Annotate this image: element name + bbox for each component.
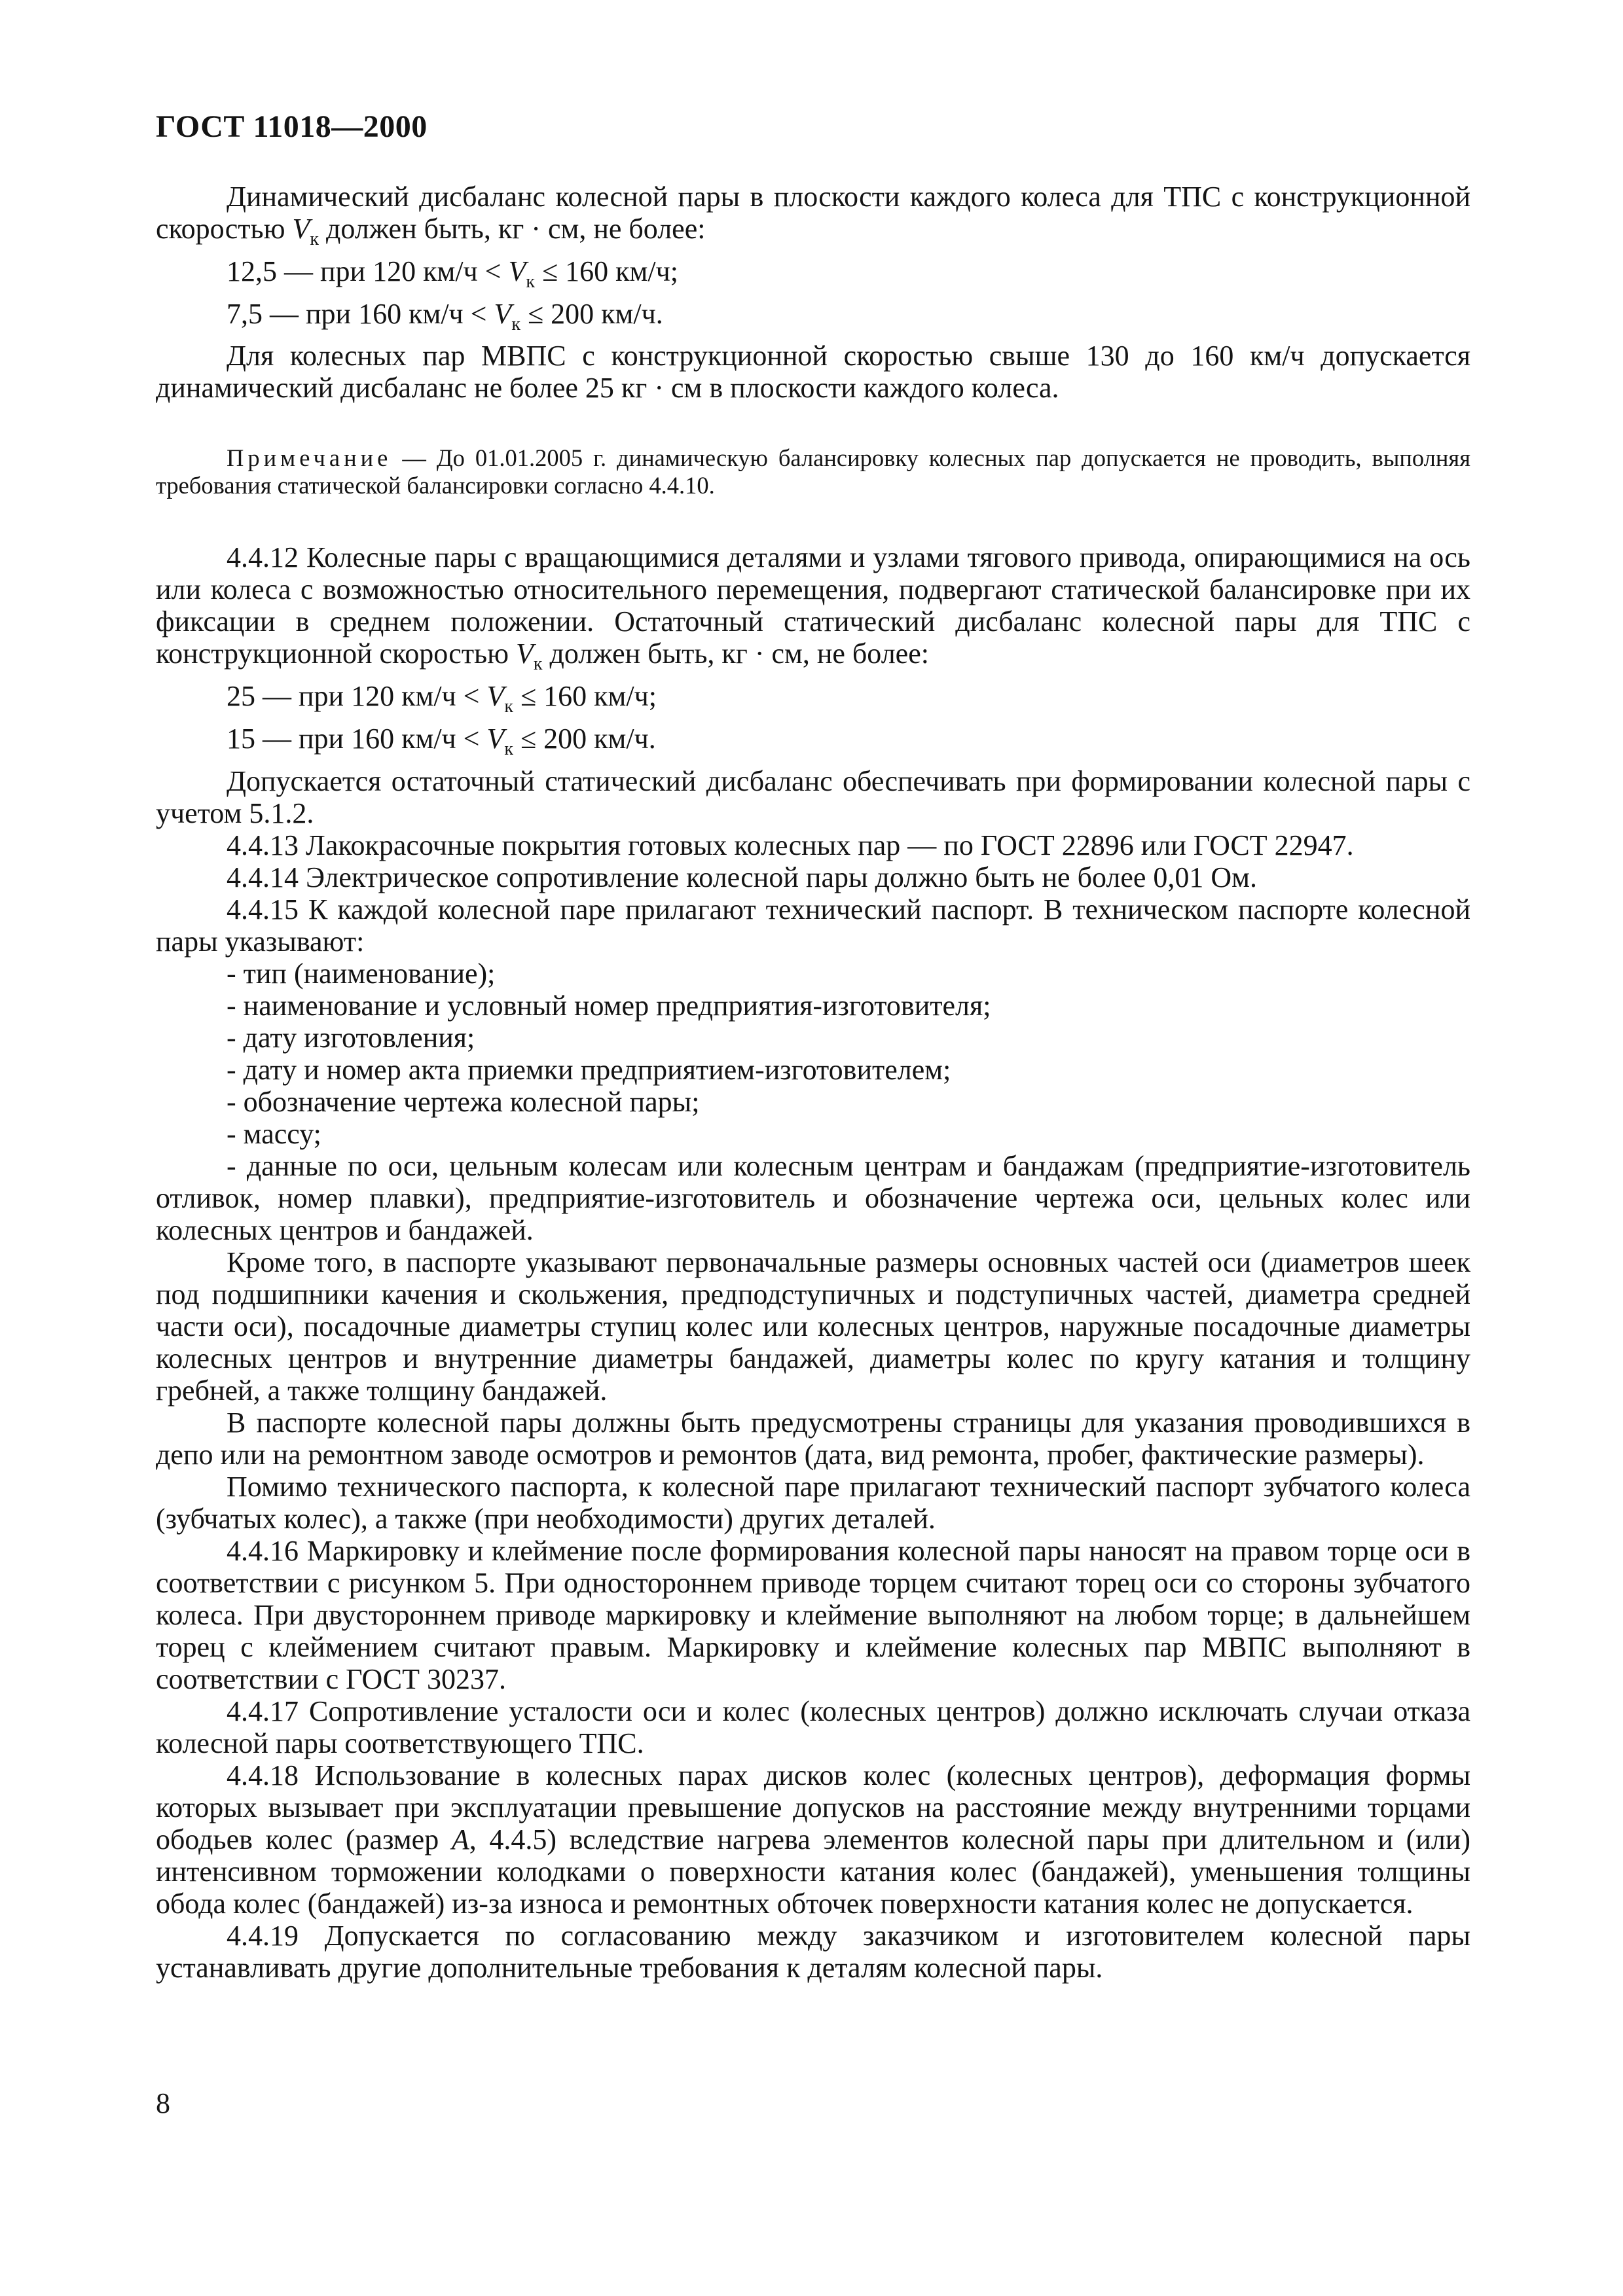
speed-symbol: $V_к$ [508,255,535,292]
dimension-symbol: А [451,1823,469,1856]
section-4-4-18: 4.4.18 Использование в колесных парах дисков колес (колесных центров), деформация формы которых вызывает при эксплуатации превышение допусков на расстояние между внутренними торцами ободьев колес (размер А, 4.4.5) вследствие нагрева элементов колесной пары при длительном и (или) интенсивном торможении колодками о поверхности катания колес (бандажей), уменьшения толщины обода колес (бандажей) из-за износа и ремонтных обточек поверхности катания колес не допускается. [156,1759,1470,1920]
document-body [156,181,1470,1984]
speed-symbol: $V_к$ [494,297,520,334]
note-paragraph: Примечание — До 01.01.2005 г. динамическую балансировку колесных пар допускается не проводить, выполняя требования статической балансировки согласно 4.4.10. [156,444,1470,499]
speed-symbol: $V_к$ [292,213,319,249]
list-item: - тип (наименование); [227,957,496,990]
section-4-4-14: 4.4.14 Электрическое сопротивление колесной пары должно быть не более 0,01 Ом. [227,861,1258,893]
section-4-4-13: 4.4.13 Лакокрасочные покрытия готовых колесных пар — по ГОСТ 22896 или ГОСТ 22947. [227,829,1354,861]
section-4-4-17: 4.4.17 Сопротивление усталости оси и колес (колесных центров) должно исключать случаи отказа колесной пары соответствующего ТПС. [156,1695,1470,1759]
passport-dimensions-paragraph: Кроме того, в паспорте указывают первоначальные размеры основных частей оси (диаметров шеек под подшипники качения и скольжения, предподступичных и подступичных частей, диаметра средней части оси), посадочные диаметры ступиц колес или колесных центров, наружные посадочные диаметры колесных центров и внутренние диаметры бандажей, диаметры колес по кругу катания и толщину гребней, а также толщину бандажей. [156,1246,1470,1407]
gear-passport-paragraph: Помимо технического паспорта, к колесной паре прилагают технический паспорт зубчатого колеса (зубчатых колес), а также (при необходимости) других деталей. [156,1470,1470,1535]
note-label: Примечание [227,444,392,472]
list-item: - дату и номер акта приемки предприятием-изготовителем; [227,1053,951,1086]
imbalance-limit-line: 7,5 — при 160 $км/ч < V_к \le 200$ км/ч. [227,297,663,334]
list-item: - обозначение чертежа колесной пары; [227,1085,700,1118]
section-4-4-15: 4.4.15 К каждой колесной паре прилагают технический паспорт. В техническом паспорте колесной пары указывают: [156,893,1470,958]
page-number: 8 [156,2087,170,2119]
imbalance-limit-line: 25 — при 120 $км/ч < V_к \le 160$ км/ч; [227,680,657,717]
list-item: - наименование и условный номер предприятия-изготовителя; [227,989,991,1022]
list-item: - данные по оси, цельным колесам или колесным центрам и бандажам (предприятие-изготовитель отливок, номер плавки), предприятие-изготовитель и обозначение чертежа оси, цельных колес или колесных центров и бандажей. [156,1149,1470,1246]
dynamic-imbalance-paragraph: Динамический дисбаланс колесной пары в плоскости каждого колеса для ТПС с конструкционной скоростью $V_к$ должен быть, кг · см, не более: [156,181,1470,249]
imbalance-limit-line: 12,5 — при 120 $км/ч < V_к \le 160$ км/ч; [227,255,678,292]
passport-pages-paragraph: В паспорте колесной пары должны быть предусмотрены страницы для указания проводившихся в депо или на ремонтном заводе осмотров и ремонтов (дата, вид ремонта, пробег, фактические размеры). [156,1406,1470,1471]
mvps-paragraph: Для колесных пар МВПС с конструкционной скоростью свыше 130 до 160 км/ч допускается динамический дисбаланс не более 25 кг · см в плоскости каждого колеса. [156,340,1470,404]
residual-imbalance-paragraph: Допускается остаточный статический дисбаланс обеспечивать при формировании колесной пары с учетом 5.1.2. [156,764,1470,829]
section-4-4-19: 4.4.19 Допускается по согласованию между заказчиком и изготовителем колесной пары устанавливать другие дополнительные требования к деталям колесной пары. [156,1919,1470,1984]
section-4-4-16: 4.4.16 Маркировку и клеймение после формирования колесной пары наносят на правом торце оси в соответствии с рисунком 5. При одностороннем приводе торцем считают торец оси со стороны зубчатого колеса. При двустороннем приводе маркировку и клеймение выполняют на любом торце; в дальнейшем торец с клеймением считают правым. Маркировку и клеймение колесных пар МВПС выполняют в соответствии с ГОСТ 30237. [156,1534,1470,1695]
speed-symbol: $V_к$ [486,680,513,717]
list-item: - дату изготовления; [227,1021,475,1054]
document-header: ГОСТ 11018—2000 [156,109,428,144]
speed-symbol: $V_к$ [486,722,513,759]
speed-symbol: $V_к$ [515,637,543,675]
list-item: - массу; [227,1117,321,1150]
imbalance-limit-line: 15 — при 160 $км/ч < V_к \le 200$ км/ч. [227,722,656,759]
section-4-4-12: 4.4.12 Колесные пары с вращающимися деталями и узлами тягового привода, опирающимися на ось или колеса с возможностью относительного перемещения, подвергают статической балансировке при их фиксации в среднем положении. Остаточный статический дисбаланс колесной пары для ТПС с конструкционной скоростью $V_к$ должен быть, кг · см, не более: [156,541,1470,675]
